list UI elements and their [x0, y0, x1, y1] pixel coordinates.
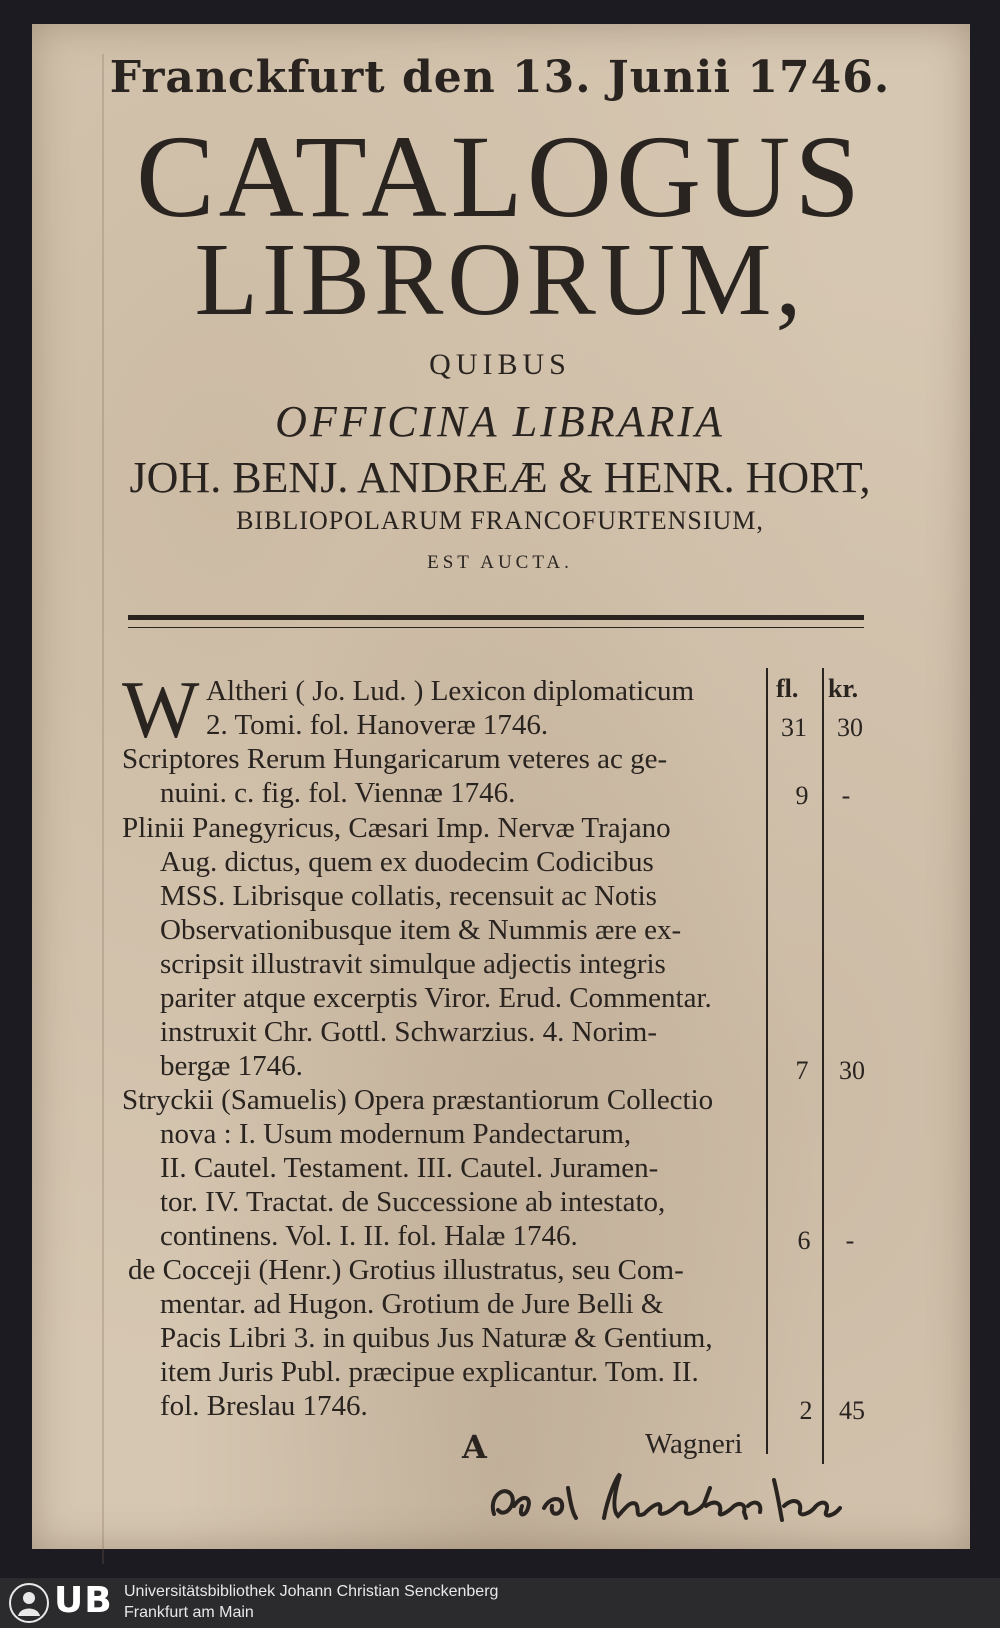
entry-line: pariter atque excerptis Viror. Erud. Commentar. — [160, 982, 712, 1014]
subtitle-officina: OFFICINA LIBRARIA — [275, 397, 725, 446]
handwritten-signature — [484, 1466, 854, 1536]
currency-header-kr: kr. — [828, 674, 859, 703]
title-catalogus: CATALOGUS — [135, 111, 865, 242]
price-fl: 31 — [781, 713, 807, 742]
entry-line: Observationibusque item & Nummis ære ex- — [160, 914, 682, 946]
entry-line: Pacis Libri 3. in quibus Jus Naturæ & Gentium, — [160, 1322, 713, 1354]
footer-library-name: Universitätsbibliothek Johann Christian Senckenberg — [124, 1583, 499, 1600]
entry-line: instruxit Chr. Gottl. Schwarzius. 4. Norim- — [160, 1016, 657, 1048]
est-aucta: EST AUCTA. — [427, 552, 573, 573]
price-column-rule-right — [822, 668, 824, 1464]
entry-line: nova : I. Usum modernum Pandectarum, — [160, 1118, 632, 1150]
header-rule-thin — [128, 627, 864, 628]
price-fl: 2 — [799, 1396, 813, 1425]
entry-line: MSS. Librisque collatis, recensuit ac Notis — [160, 880, 657, 912]
price-fl: 7 — [795, 1056, 809, 1085]
entry-line: de Cocceji (Henr.) Grotius illustratus, seu Com- — [128, 1254, 684, 1286]
price-kr: 30 — [837, 713, 863, 742]
price-kr: 45 — [839, 1396, 865, 1425]
drop-cap: W — [122, 664, 200, 755]
entry-line: tor. IV. Tractat. de Successione ab intestato, — [160, 1186, 666, 1218]
ub-logo: UB — [54, 1580, 113, 1621]
entry-line: Plinii Panegyricus, Cæsari Imp. Nervæ Trajano — [122, 812, 671, 844]
entry-line: Scriptores Rerum Hungaricarum veteres ac ge- — [122, 743, 668, 775]
footer-city: Frankfurt am Main — [124, 1604, 254, 1621]
currency-header-fl: fl. — [776, 674, 799, 703]
entry-line: Aug. dictus, quem ex duodecim Codicibus — [160, 846, 654, 878]
entry-line: mentar. ad Hugon. Grotium de Jure Belli & — [160, 1288, 664, 1320]
price-fl: 9 — [795, 781, 809, 810]
dateline: Franckfurt den 13. Junii 1746. — [109, 52, 891, 103]
price-kr: 30 — [839, 1056, 865, 1085]
entry-line: item Juris Publ. præcipue explicantur. Tom. II. — [160, 1356, 699, 1388]
entry-line: fol. Breslau 1746. — [160, 1390, 368, 1422]
library-seal-icon — [8, 1582, 50, 1624]
entry-line: continens. Vol. I. II. fol. Halæ 1746. — [160, 1220, 578, 1252]
price-kr: - — [845, 1226, 855, 1255]
title-librorum: LIBRORUM, — [194, 222, 806, 337]
header-rule-thick — [128, 615, 864, 620]
publisher-description: BIBLIOPOLARUM FRANCOFURTENSIUM, — [236, 506, 764, 535]
entry-line: nuini. c. fig. fol. Viennæ 1746. — [160, 777, 516, 809]
entry-line: II. Cautel. Testament. III. Cautel. Juramen- — [160, 1152, 659, 1184]
subtitle-quibus: QUIBUS — [429, 348, 571, 381]
price-kr: - — [841, 781, 851, 810]
entry-line: bergæ 1746. — [160, 1050, 303, 1082]
catchword: Wagneri — [645, 1428, 743, 1460]
entry-line: 2. Tomi. fol. Hanoveræ 1746. — [206, 709, 549, 741]
entry-line: scripsit illustravit simulque adjectis integris — [160, 948, 666, 980]
price-column-rule-left — [766, 668, 768, 1454]
signature-mark: A — [462, 1428, 487, 1466]
publisher-names: JOH. BENJ. ANDREÆ & HENR. HORT, — [129, 453, 871, 502]
entry-line: Altheri ( Jo. Lud. ) Lexicon diplomaticum — [206, 675, 695, 707]
library-footer — [0, 1578, 1000, 1628]
price-fl: 6 — [797, 1226, 811, 1255]
entry-line: Stryckii (Samuelis) Opera præstantiorum Collectio — [122, 1084, 714, 1116]
